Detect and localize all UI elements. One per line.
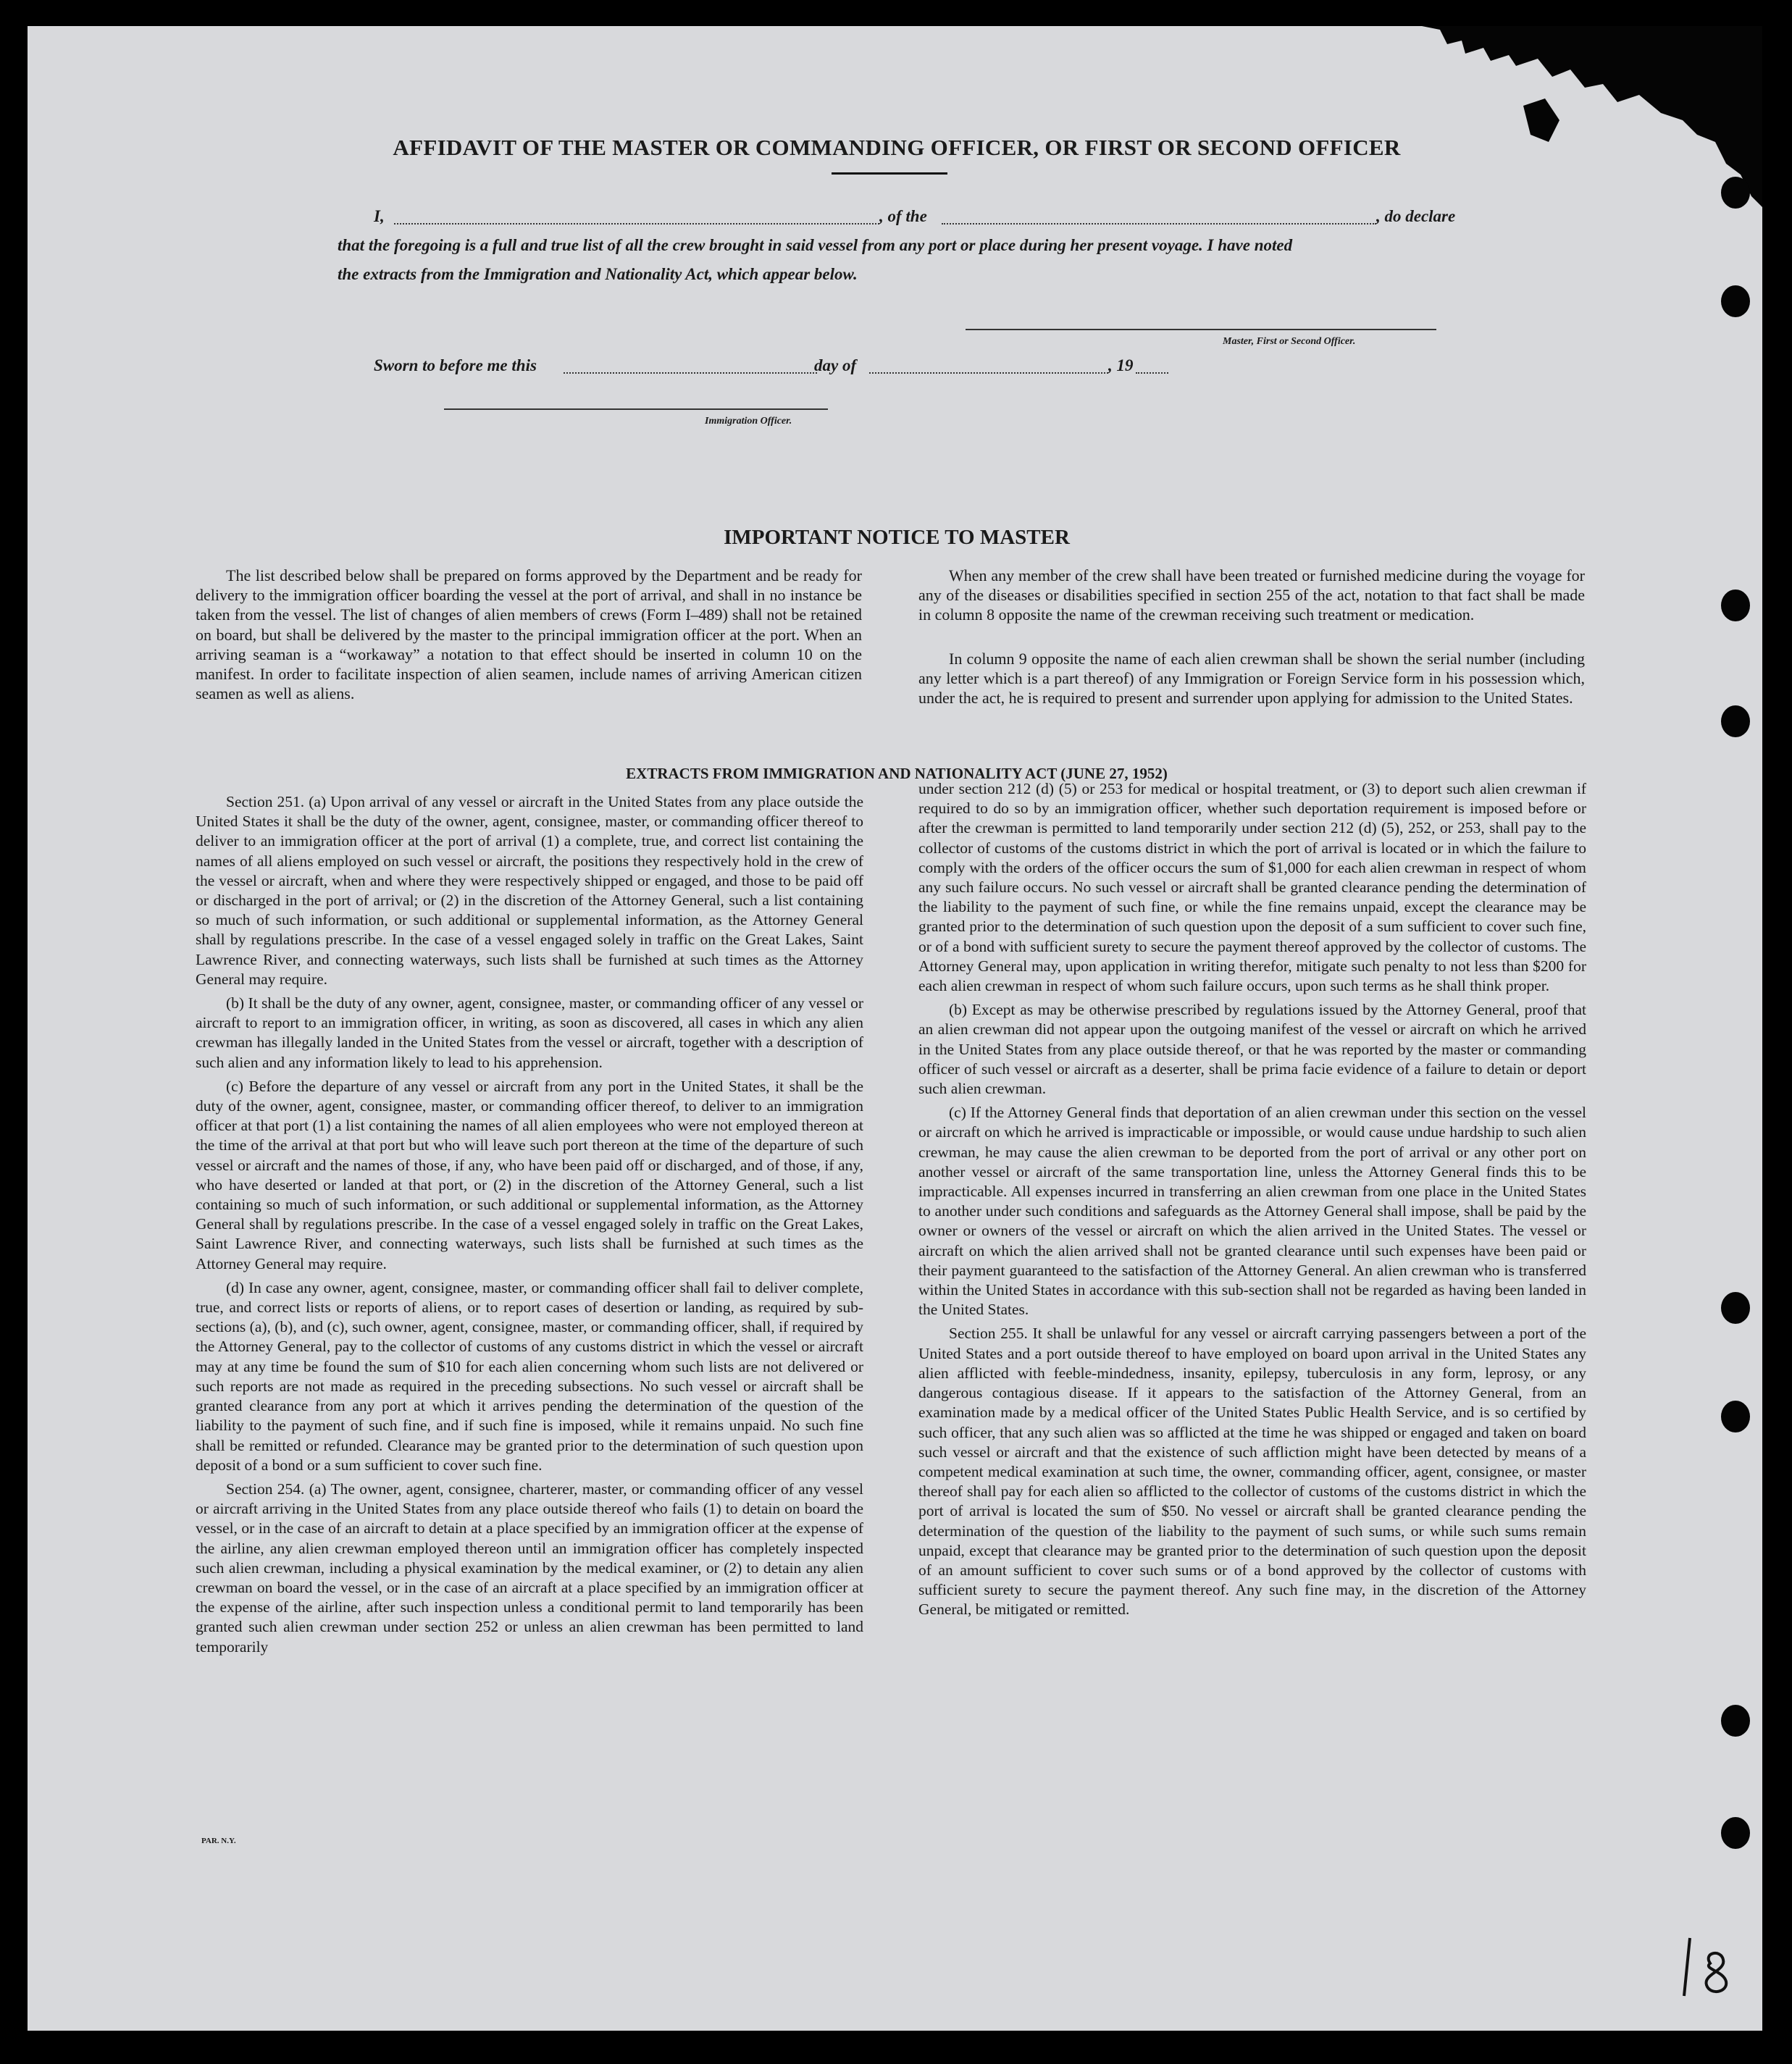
master-signature-caption: Master, First or Second Officer. bbox=[1223, 336, 1356, 347]
binder-hole bbox=[1721, 1292, 1750, 1324]
day-of-label: day of bbox=[814, 356, 857, 374]
affidavit-title: AFFIDAVIT OF THE MASTER OR COMMANDING OFFICER, OR FIRST OR SECOND OFFICER bbox=[393, 135, 1401, 160]
sworn-month-line bbox=[869, 372, 1108, 374]
binder-hole bbox=[1721, 705, 1750, 737]
vessel-line bbox=[942, 223, 1376, 225]
sworn-day-line bbox=[564, 372, 817, 374]
section-251-d: (d) In case any owner, agent, consignee, master, or commanding officer shall fail to deliver complete, true, and correct lists or reports of aliens, or to report cases of desertion or landing, as required by sub-sections (a), (b), and (c), such owner, agent, consignee, master, or commanding officer, shall, if required by the Attorney General, pay to the collector of customs of any customs district in which the vessel or aircraft may at any time be found the sum of $10 for each alien concerning whom such lists are not delivered or such reports are not made as required in the preceding subsections. No such vessel or aircraft shall be granted clearance from any port at which it arrives pending the determination of the question of the liability to the payment of such fine, and if such fine is imposed, while it remains unpaid. No such fine shall be remitted or refunded. Clearance may be granted prior to the determination of such question upon deposit of a bond or a sum sufficient to cover such fine. bbox=[196, 1278, 863, 1474]
notice-right-paragraph-1: When any member of the crew shall have been treated or furnished medicine during the voyage for any of the diseases or disabilities specified in section 255 of the act, notation to that fact shall be made in column 8 opposite the name of the crewman receiving such treatment or medication. bbox=[918, 566, 1585, 624]
section-255: Section 255. It shall be unlawful for any vessel or aircraft carrying passengers between a port of the United States and a port outside thereof to have employed on board upon arrival in the United States any alien afflicted with feeble-mindedness, insanity, epilepsy, tuberculosis in any form, leprosy, or any dangerous contagious disease. If it appears to the satisfaction of the Attorney General, from an examination made by a medical officer of the United States Public Health Service, and is so certified by such officer, that any such alien was so afflicted at the time he was shipped or engaged and taken on board such vessel or aircraft and that the existence of such affliction might have been detected by means of a competent medical examination at such time, the owner, commanding officer, agent, consignee, or master thereof shall pay for each alien so afflicted to the collector of customs of the customs district in which the port of arrival is located the sum of $50. No vessel or aircraft shall be granted clearance pending the determination of the question of the liability to the payment of such sums, or while such sums remain unpaid, except that clearance may be granted prior to the determination of such question upon the deposit of an amount sufficient to cover such sums or of a bond approved by the collector of customs with sufficient surety to secure the payment thereof. Any such fine may, in the discretion of the Attorney General, be mitigated or remitted. bbox=[918, 1325, 1586, 1619]
year-line bbox=[1136, 372, 1168, 374]
document-page bbox=[28, 26, 1762, 2031]
extracts-left-column bbox=[196, 792, 863, 1661]
master-signature-line bbox=[966, 329, 1436, 330]
i-label: I, bbox=[374, 207, 385, 225]
extracts-right-column bbox=[918, 779, 1586, 1624]
section-251-a: Section 251. (a) Upon arrival of any vessel or aircraft in the United States from any place outside the United States it shall be the duty of the owner, agent, consignee, master, or commanding officer thereof to deliver to an immigration officer at the port of arrival (1) a complete, true, and correct list containing the names of all aliens employed on such vessel or aircraft, the positions they respectively hold in the crew of the vessel or aircraft, when and where they were respectively shipped or engaged, and those to be paid off or discharged in the port of arrival; or (2) in the discretion of the Attorney General, such a list containing so much of such information, or such additional or supplemental information, as the Attorney General shall by regulations prescribe. In the case of a vessel engaged solely in traffic on the Great Lakes, Saint Lawrence River, and connecting waterways, such lists shall be furnished at such times as the Attorney General may require. bbox=[196, 793, 863, 988]
notice-left-paragraph: The list described below shall be prepared on forms approved by the Department and be ready for delivery to the immigration officer boarding the vessel at the port of arrival, and shall in no instance be taken from the vessel. The list of changes of alien members of crews (Form I–489) shall not be retained on board, but shall be delivered by the master to the principal immigration officer at the port. When an arriving seaman is a “workaway” a notation to that effect should be inserted in column 10 on the manifest. In order to facilitate inspection of alien seamen, include names of arriving American citizen seamen as well as aliens. bbox=[196, 566, 862, 703]
torn-corner bbox=[1422, 26, 1762, 207]
section-251-c: (c) Before the departure of any vessel or aircraft from any port in the United States, it shall be the duty of the owner, agent, consignee, master, or commanding officer thereof, to deliver to an immigration officer at that port (1) a list containing the names of all alien employees who were not employed thereon at the time of the arrival at that port but who will leave such port thereon at the time of the departure of such vessel or aircraft and the names of those, if any, who have been paid off or discharged, and of those, if any, who have deserted or landed at that port, or (2) in the discretion of the Attorney General, such a list containing so much of such information, or such additional or supplemental information, as the Attorney General shall by regulations prescribe. In the case of a vessel engaged solely in traffic on the Great Lakes, Saint Lawrence River, and connecting waterways, such lists shall be furnished at such times as the Attorney General may require. bbox=[196, 1077, 863, 1272]
officer-signature-caption: Immigration Officer. bbox=[705, 416, 792, 427]
extracts-title: EXTRACTS FROM IMMIGRATION AND NATIONALITY ACT (JUNE 27, 1952) bbox=[626, 765, 1168, 782]
name-line bbox=[394, 223, 879, 225]
year-label: , 19 bbox=[1108, 356, 1134, 374]
binder-hole bbox=[1721, 1817, 1750, 1849]
declaration-line-2: the extracts from the Immigration and Nationality Act, which appear below. bbox=[338, 265, 858, 283]
section-254-a: Section 254. (a) The owner, agent, consignee, charterer, master, or commanding officer of any vessel or aircraft arriving in the United States from any place outside thereof who fails (1) to detain on board the vessel, or in the case of an aircraft to detain at a place specified by an immigration officer at the expense of the airline, any alien crewman employed thereon until an immigration officer has completely inspected such alien crewman, including a physical examination by the medical examiner, or (2) to detain any alien crewman on board the vessel, or in the case of an aircraft at a place specified by an immigration officer at the expense of the airline, after such inspection unless a conditional permit to land temporarily has been granted such alien crewman under section 252 or unless an alien crewman has been permitted to land temporarily bbox=[196, 1480, 863, 1656]
sworn-label: Sworn to before me this bbox=[374, 356, 537, 374]
binder-hole bbox=[1721, 285, 1750, 317]
binder-hole bbox=[1721, 1705, 1750, 1737]
printer-mark: PAR. N.Y. bbox=[201, 1837, 236, 1845]
binder-hole bbox=[1721, 590, 1750, 621]
binder-hole bbox=[1721, 177, 1750, 209]
notice-right-paragraph-2: In column 9 opposite the name of each alien crewman shall be shown the serial number (including any letter which is a part thereof) of any Immigration or Foreign Service form in his possession which, under the act, he is required to present and surrender upon applying for admission to the United States. bbox=[918, 650, 1585, 708]
section-254-c: (c) If the Attorney General finds that deportation of an alien crewman under this section on the vessel or aircraft on which he arrived is impracticable or impossible, or would cause undue hardship to such alien crewman, he may cause the alien crewman to be deported from the port of arrival or any other port on another vessel or aircraft of the same transportation line, unless the Attorney General finds this to be impracticable. All expenses incurred in transferring an alien crewman from one place in the United States to another under such conditions and safeguards as the Attorney General shall impose, shall be paid by the owner or owners of the vessel or aircraft on which the alien arrived in the United States. The vessel or aircraft on which the alien arrived shall not be granted clearance until such expenses have been paid or their payment guaranteed to the satisfaction of the Attorney General. An alien crewman who is transferred within the United States in accordance with this sub-section shall not be regarded as having been landed in the United States. bbox=[918, 1104, 1586, 1319]
notice-title: IMPORTANT NOTICE TO MASTER bbox=[724, 526, 1070, 549]
section-251-b: (b) It shall be the duty of any owner, agent, consignee, master, or commanding officer of any vessel or aircraft to report to an immigration officer, in writing, as soon as discovered, all cases in which any alien crewman has illegally landed in the United States from the vessel or aircraft, together with a description of such alien and any information likely to lead to his apprehension. bbox=[196, 994, 863, 1071]
do-declare-label: , do declare bbox=[1376, 207, 1456, 225]
section-254-b: (b) Except as may be otherwise prescribed by regulations issued by the Attorney General, proof that an alien crewman did not appear upon the outgoing manifest of the vessel or aircraft on which he arrived in the United States from any place outside thereof, or that he was reported by the master or commanding officer of such vessel or aircraft as a deserter, shall be prima facie evidence of a failure to detain or deport such alien crewman. bbox=[918, 1001, 1586, 1098]
officer-signature-line bbox=[444, 408, 828, 410]
section-254-a-continued: under section 212 (d) (5) or 253 for medical or hospital treatment, or (3) to deport such alien crewman if required to do so by an immigration officer, whether such deportation requirement is imposed before or after the crewman is permitted to land temporarily under section 212 (d) (5), 252, or 253, shall pay to the collector of customs of the customs district in which the port of arrival is located or in which the failure to comply with the orders of the officer occurs the sum of $1,000 for each alien crewman in respect of whom any such failure occurs. No such vessel or aircraft shall be granted clearance pending the determination of the liability to the payment of such fine, or while the fine remains unpaid, except the clearance may be granted prior to the determination of such question upon the deposit of a sum sufficient to cover such fine, or of a bond with sufficient surety to secure the payment thereof approved by the collector of customs. The Attorney General may, upon application in writing therefor, mitigate such penalty to not less than $200 for each alien crewman in respect of whom such failure occurs, upon such terms as he shall think proper. bbox=[918, 780, 1586, 995]
of-the-label: , of the bbox=[879, 207, 927, 225]
binder-hole bbox=[1721, 1401, 1750, 1432]
handwritten-page-number bbox=[1681, 1934, 1761, 2000]
title-rule bbox=[832, 172, 947, 175]
declaration-line-1: that the foregoing is a full and true list of all the crew brought in said vessel from any port or place during her present voyage. I have noted bbox=[338, 236, 1293, 254]
